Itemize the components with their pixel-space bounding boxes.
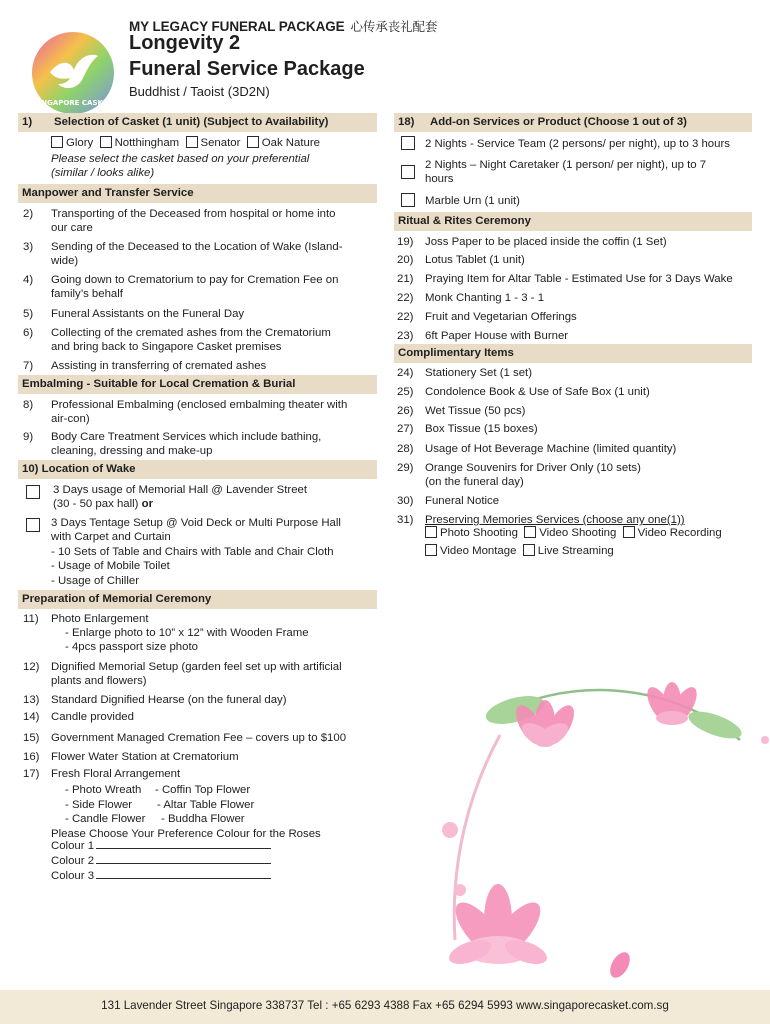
addon-option-text: 2 Nights - Service Team (2 persons/ per night), up to 3 hours — [425, 138, 730, 150]
memories-option-video-recording[interactable]: Video Recording — [623, 527, 722, 539]
casket-option-senator[interactable]: Senator — [186, 137, 241, 149]
casket-options — [51, 136, 320, 151]
section-ritual: Ritual & Rites Ceremony — [394, 212, 752, 231]
memories-options-row2 — [425, 544, 614, 559]
rose-colour-1-field[interactable]: Colour 1 — [51, 839, 271, 854]
checkbox[interactable] — [51, 136, 63, 148]
checkbox[interactable] — [247, 136, 259, 148]
casket-option-glory[interactable]: Glory — [51, 137, 93, 149]
wake-option-text: 3 Days Tentage Setup @ Void Deck or Multi Purpose Hall — [51, 517, 341, 529]
section-embalming: Embalming - Suitable for Local Cremation & Burial — [18, 375, 377, 394]
package-subtitle: Funeral Service Package — [129, 58, 365, 80]
floral-item: - Altar Table Flower — [157, 799, 255, 811]
checkbox[interactable] — [100, 136, 112, 148]
package-religion: Buddhist / Taoist (3D2N) — [129, 84, 270, 99]
memories-option-video-shooting[interactable]: Video Shooting — [524, 527, 616, 539]
floral-item: - Photo Wreath — [65, 784, 142, 796]
singapore-casket-logo — [30, 30, 116, 116]
brand-chinese: 心传承丧礼配套 — [350, 19, 438, 34]
wake-tentage-checkbox[interactable] — [26, 518, 40, 532]
checkbox[interactable] — [524, 526, 536, 538]
section-add-on: 18) Add-on Services or Product (Choose 1 out of 3) — [394, 113, 752, 132]
rose-colour-prompt: Please Choose Your Preference Colour for the Roses — [51, 828, 321, 840]
section-location-of-wake: 10) Location of Wake — [18, 460, 377, 479]
package-title: Longevity 2 — [129, 32, 241, 54]
checkbox[interactable] — [523, 544, 535, 556]
floral-item: - Candle Flower — [65, 813, 146, 825]
casket-note: Please select the casket based on your preferential — [51, 153, 310, 165]
addon-service-team-checkbox[interactable] — [401, 136, 415, 150]
addon-marble-urn-checkbox[interactable] — [401, 193, 415, 207]
addon-option-text: 2 Nights – Night Caretaker (1 person/ per night), up to 7 — [425, 159, 707, 171]
wake-option-text: 3 Days usage of Memorial Hall @ Lavender Street — [53, 484, 308, 496]
memories-options-row1 — [425, 526, 722, 541]
section-memorial-ceremony: Preparation of Memorial Ceremony — [18, 590, 377, 609]
section-complimentary: Complimentary Items — [394, 344, 752, 363]
wake-memorial-hall-checkbox[interactable] — [26, 485, 40, 499]
wake-option-text: - Usage of Mobile Toilet — [51, 560, 170, 572]
checkbox[interactable] — [425, 544, 437, 556]
wake-option-text: - 10 Sets of Table and Chairs with Table and Chair Cloth — [51, 546, 334, 558]
checkbox[interactable] — [425, 526, 437, 538]
brand-line: MY LEGACY FUNERAL PACKAGE 心传承丧礼配套 — [129, 19, 438, 34]
checkbox[interactable] — [186, 136, 198, 148]
section-manpower: Manpower and Transfer Service — [18, 184, 377, 203]
casket-option-oak-nature[interactable]: Oak Nature — [247, 137, 320, 149]
checkbox[interactable] — [623, 526, 635, 538]
memories-option-live-streaming[interactable]: Live Streaming — [523, 545, 614, 557]
wake-option-text: - Usage of Chiller — [51, 575, 139, 587]
addon-option-text: hours — [425, 173, 454, 185]
memories-option-photo-shooting[interactable]: Photo Shooting — [425, 527, 518, 539]
footer-contact: 131 Lavender Street Singapore 338737 Tel : +65 6293 4388 Fax +65 6294 5993 www.singaporecasket.com.sg — [0, 990, 770, 1024]
rose-colour-3-field[interactable]: Colour 3 — [51, 869, 271, 884]
wake-option-text: (30 - 50 pax hall) or — [53, 498, 154, 510]
floral-item: - Buddha Flower — [161, 813, 245, 825]
casket-note: (similar / looks alike) — [51, 167, 155, 179]
addon-option-text: Marble Urn (1 unit) — [425, 195, 520, 207]
floral-item: - Coffin Top Flower — [155, 784, 251, 796]
lotus-flower-decoration — [410, 680, 770, 990]
section-casket: 1) Selection of Casket (1 unit) (Subject to Availability) — [18, 113, 377, 132]
rose-colour-2-field[interactable]: Colour 2 — [51, 854, 271, 869]
floral-item: - Side Flower — [65, 799, 133, 811]
memories-option-video-montage[interactable]: Video Montage — [425, 545, 516, 557]
casket-option-notthingham[interactable]: Notthingham — [100, 137, 180, 149]
wake-option-text: with Carpet and Curtain — [51, 531, 171, 543]
svg-text:SINGAPORE CASKET: SINGAPORE CASKET — [33, 99, 113, 107]
addon-night-caretaker-checkbox[interactable] — [401, 165, 415, 179]
